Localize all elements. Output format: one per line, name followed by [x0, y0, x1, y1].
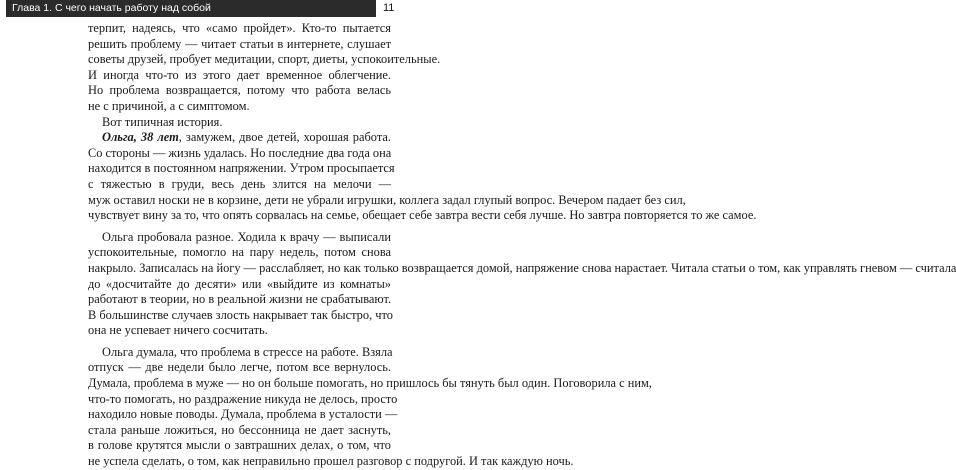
text-line: с тяжестью в груди, весь день злится на мелочи —: [88, 176, 391, 191]
text-line: находится в постоянном напряжении. Утром просыпается: [88, 161, 395, 176]
text-line: Вот типичная история.: [102, 114, 223, 129]
text-line: в голове крутятся мысли о завтрашних делах, о том, что: [88, 438, 391, 453]
text-line: что-то помогать, но раздражение никуда не делось, просто: [88, 391, 398, 406]
text-line: В большинстве случаев злость накрывает так быстро, что: [88, 307, 393, 322]
text-line: не успела сделать, о том, как неправильно прошел разговор с подругой. И так каждую ночь.: [88, 454, 574, 469]
text-line: Ольга пробовала разное. Ходила к врачу — выписали: [102, 229, 391, 244]
body-text: [88, 21, 956, 470]
text-fragment: , замужем, двое детей, хорошая работа.: [178, 130, 391, 145]
person-name: Ольга, 38 лет: [102, 130, 179, 145]
text-line: находило новые поводы. Думала, проблема в усталости —: [88, 407, 398, 422]
page-number: 11: [383, 2, 395, 14]
text-line: успокоительные, помогло на пару недель, потом снова: [88, 245, 391, 260]
text-line: Но проблема возвращается, потому что работа велась: [88, 83, 391, 98]
text-line: стала раньше ложиться, но бессонница не дает заснуть,: [88, 422, 391, 437]
text-line: терпит, надеясь, что «само пройдет». Кто-то пытается: [88, 21, 391, 35]
text-line: Думала, проблема в муже — но он больше помогать, но пришлось бы тянуть был один. Поговорила с ним,: [88, 376, 652, 391]
text-line: решить проблему — читает статьи в интернете, слушает: [88, 36, 391, 51]
text-line: чувствует вину за то, что опять сорвалась на семье, обещает себе завтра вести себя лучше. Но завтра повторяется то же самое.: [88, 208, 757, 223]
text-line: накрыло. Записалась на йогу — расслабляет, но как только возвращается домой, напряжение снова нарастает. Читала статьи о том, как управлять гневом — считала: [88, 260, 956, 275]
chapter-title: Глава 1. С чего начать работу над собой: [12, 2, 211, 14]
text-line: не с причиной, а с симптомом.: [88, 98, 250, 113]
text-line: [88, 130, 391, 146]
text-line: отпуск — две недели было легче, потом все вернулось.: [88, 360, 391, 375]
text-line: до «досчитайте до десяти» или «выйдите из комнаты»: [88, 276, 391, 291]
text-line: И иногда что-то из этого дает временное облегчение.: [88, 67, 391, 82]
text-line: она не успевает ничего сосчитать.: [88, 323, 268, 338]
text-line: Ольга думала, что проблема в стрессе на работе. Взяла: [102, 344, 393, 359]
text-line: работают в теории, но в реальной жизни не срабатывают.: [88, 292, 392, 307]
chapter-header: [6, 0, 376, 17]
text-line: советы друзей, пробует медитации, спорт, диеты, успокоительные.: [88, 52, 441, 67]
text-line: муж оставил носки не в корзине, дети не убрали игрушки, коллега задал глупый вопрос. Вечером падает без сил,: [88, 192, 686, 207]
text-line: Со стороны — жизнь удалась. Но последние два года она: [88, 145, 392, 160]
